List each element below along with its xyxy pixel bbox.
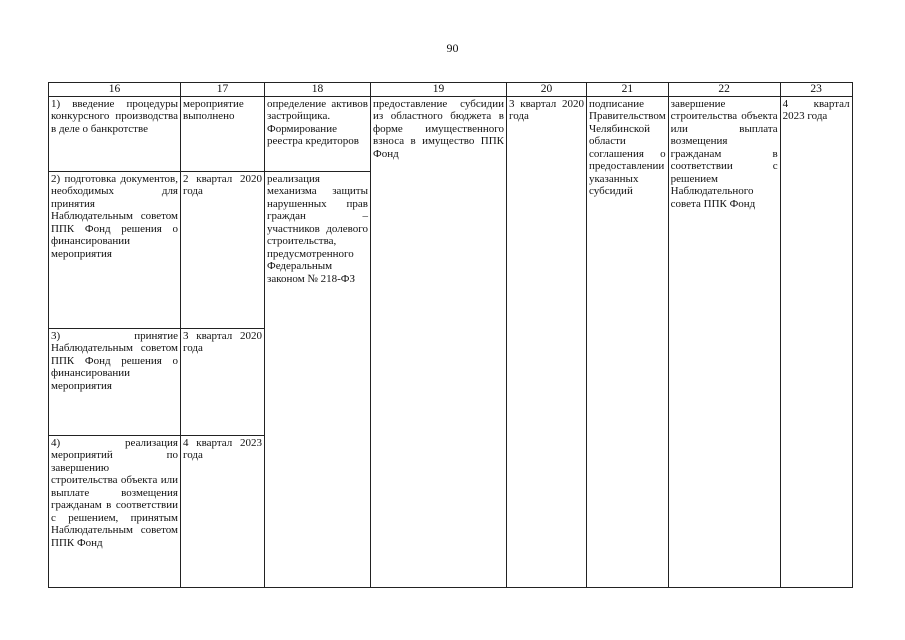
- column-header-21: 21: [587, 83, 669, 97]
- measure-result: завершение строительства объекта или выплата возмещения гражданам в соответствии с решением Наблюдательного совета ППК Фонд: [668, 96, 780, 587]
- page-number: 90: [446, 41, 459, 55]
- column-header-18: 18: [265, 83, 371, 97]
- activities-table: [48, 82, 853, 588]
- step-deadline: 3 квартал 2020 года: [181, 328, 265, 435]
- step-deadline: мероприятие выполнено: [181, 96, 265, 171]
- header-row: [49, 83, 853, 97]
- step-description: 2) подготовка документов, необходимых для принятия Наблюдательным советом ППК Фонд решения о финансировании мероприятия: [49, 171, 181, 328]
- measure-description: предоставление субсидии из областного бюджета в форме имущественного взноса в имущество ППК Фонд: [371, 96, 507, 587]
- measure-final-deadline: 4 квартал 2023 года: [780, 96, 852, 587]
- table-row: [49, 96, 853, 171]
- step-result: реализация механизма защиты нарушенных прав граждан – участников долевого строительства, предусмотренного Федеральным законом № 218-ФЗ: [265, 171, 371, 587]
- column-header-16: 16: [49, 83, 181, 97]
- column-header-17: 17: [181, 83, 265, 97]
- column-header-20: 20: [507, 83, 587, 97]
- step-description: 3) принятие Наблюдательным советом ППК Фонд решения о финансировании мероприятия: [49, 328, 181, 435]
- step-description: 4) реализация мероприятий по завершению строительства объекта или выплате возмещения гражданам в соответствии с решением, принятым Наблюдательным советом ППК Фонд: [49, 435, 181, 587]
- column-header-23: 23: [780, 83, 852, 97]
- measure-deadline: 3 квартал 2020 года: [507, 96, 587, 587]
- step-description: 1) введение процедуры конкурсного производства в деле о банкротстве: [49, 96, 181, 171]
- measure-condition: подписание Правительством Челябинской области соглашения о предоставлении указанных субсидий: [587, 96, 669, 587]
- step-deadline: 4 квартал 2023 года: [181, 435, 265, 587]
- column-header-19: 19: [371, 83, 507, 97]
- step-result: определение активов застройщика. Формирование реестра кредиторов: [265, 96, 371, 171]
- step-deadline: 2 квартал 2020 года: [181, 171, 265, 328]
- column-header-22: 22: [668, 83, 780, 97]
